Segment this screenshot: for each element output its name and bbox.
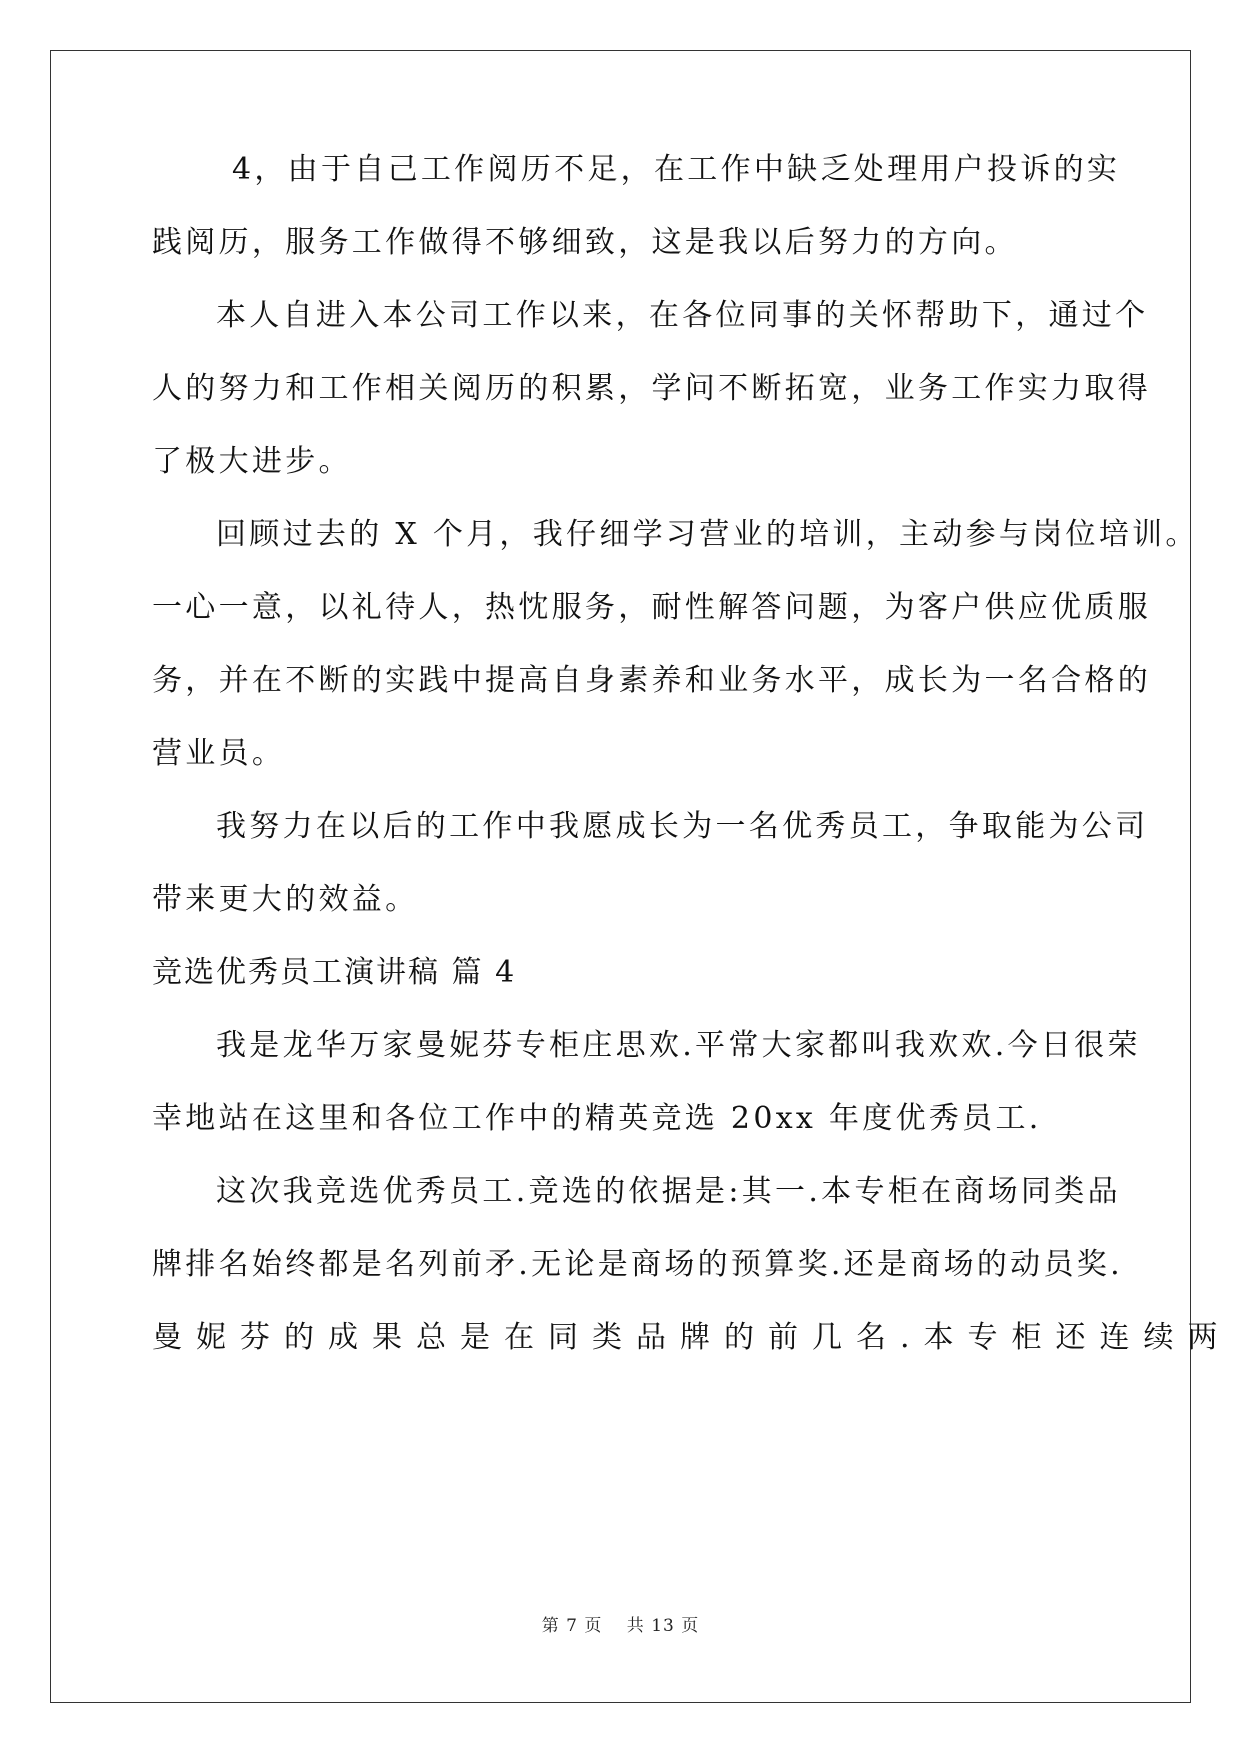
- paragraph-line: 我努力在以后的工作中我愿成长为一名优秀员工，争取能为公司: [216, 809, 1149, 844]
- section-heading: 竞选优秀员工演讲稿 篇 4: [152, 955, 517, 990]
- paragraph-line: 带来更大的效益。: [152, 882, 419, 917]
- paragraph-line: 我是龙华万家曼妮芬专柜庄思欢.平常大家都叫我欢欢.今日很荣: [216, 1028, 1141, 1063]
- paragraph-line: 营业员。: [152, 736, 286, 771]
- paragraph-line: 人的努力和工作相关阅历的积累，学问不断拓宽，业务工作实力取得: [152, 371, 1151, 406]
- paragraph-line: 践阅历，服务工作做得不够细致，这是我以后努力的方向。: [152, 225, 1018, 260]
- paragraph-line: 这次我竞选优秀员工.竞选的依据是:其一.本专柜在商场同类品: [216, 1174, 1121, 1209]
- paragraph-line: 曼妮芬的成果总是在同类品牌的前几名.本专柜还连续两: [152, 1320, 1232, 1355]
- paragraph-line: 本人自进入本公司工作以来，在各位同事的关怀帮助下，通过个: [216, 298, 1149, 333]
- paragraph-line: 务，并在不断的实践中提高自身素养和业务水平，成长为一名合格的: [152, 663, 1151, 698]
- paragraph-line: 了极大进步。: [152, 444, 352, 479]
- paragraph-line: 牌排名始终都是名列前矛.无论是商场的预算奖.还是商场的动员奖.: [152, 1247, 1123, 1282]
- paragraph-line: 回顾过去的 X 个月，我仔细学习营业的培训，主动参与岗位培训。: [216, 517, 1199, 552]
- paragraph-line: 4，由于自己工作阅历不足，在工作中缺乏处理用户投诉的实: [232, 152, 1121, 187]
- paragraph-line: 一心一意，以礼待人，热忱服务，耐性解答问题，为客户供应优质服: [152, 590, 1151, 625]
- paragraph-line: 幸地站在这里和各位工作中的精英竞选 20xx 年度优秀员工.: [152, 1101, 1042, 1136]
- page-number-footer: 第 7 页 共 13 页: [541, 1616, 700, 1636]
